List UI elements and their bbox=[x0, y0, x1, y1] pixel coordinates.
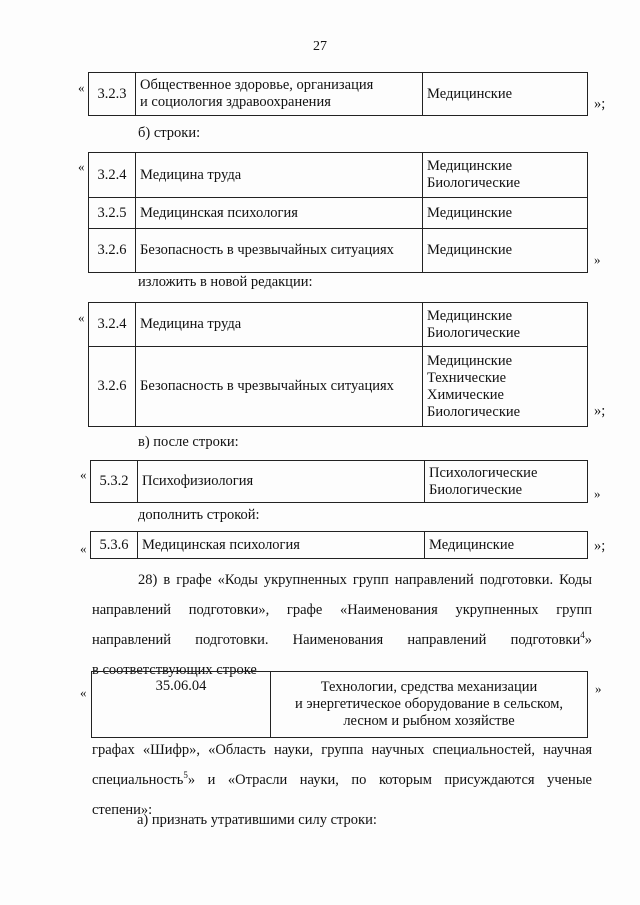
table-block-4 bbox=[90, 460, 588, 503]
row-fields bbox=[423, 153, 588, 198]
paragraph-text: » и «Отрасли науки, по которым присуждаются ученые bbox=[187, 772, 592, 788]
open-quote: « bbox=[78, 310, 85, 325]
paragraph-text: направлений подготовки. Наименования направлений подготовки bbox=[92, 632, 581, 648]
row-field: Биологические bbox=[429, 481, 523, 498]
row-field: Медицинские bbox=[427, 352, 513, 369]
table-row bbox=[89, 198, 588, 229]
table-row bbox=[89, 73, 588, 116]
row-code: 5.3.6 bbox=[91, 532, 138, 559]
close-quote: » bbox=[595, 681, 602, 696]
row-code: 35.06.04 bbox=[92, 672, 271, 738]
table-row bbox=[91, 461, 588, 503]
row-name-line: и социология здравоохранения bbox=[140, 94, 331, 110]
row-code: 3.2.5 bbox=[89, 198, 136, 229]
row-field: Биологические bbox=[427, 175, 521, 191]
paragraph-line bbox=[92, 625, 592, 655]
row-name: Психофизиология bbox=[138, 461, 425, 503]
row-code: 5.3.2 bbox=[91, 461, 138, 503]
row-field: Медицинские bbox=[427, 158, 513, 174]
row-field: Медицинские bbox=[423, 229, 588, 273]
row-name: Медицина труда bbox=[136, 303, 423, 347]
paragraph-line: 28) в графе «Коды укрупненных групп направлений подготовки. Коды bbox=[138, 572, 592, 588]
open-quote: « bbox=[80, 685, 87, 700]
close-quote: » bbox=[594, 252, 601, 267]
row-name-line: Технологии, средства механизации bbox=[320, 679, 538, 695]
table-block-1 bbox=[88, 72, 588, 116]
close-quote: »; bbox=[594, 538, 606, 554]
row-name-line: Общественное здоровье, организация bbox=[140, 77, 374, 93]
table-row bbox=[91, 532, 588, 559]
close-quote: »; bbox=[594, 96, 606, 112]
paragraph-line: в соответствующих строке bbox=[92, 662, 257, 678]
row-field: Химические bbox=[427, 386, 504, 403]
row-name-line: лесном и рыбном хозяйстве bbox=[343, 713, 515, 729]
table-row bbox=[89, 347, 588, 427]
open-quote: « bbox=[78, 159, 85, 174]
row-code: 3.2.3 bbox=[89, 73, 136, 116]
row-name-line: и энергетическое оборудование в сельском, bbox=[294, 696, 564, 712]
row-code: 3.2.6 bbox=[89, 347, 136, 427]
label-b: б) строки: bbox=[138, 125, 201, 141]
row-fields bbox=[423, 73, 588, 116]
row-name bbox=[136, 73, 423, 116]
table-row bbox=[89, 153, 588, 198]
row-field: Психологические bbox=[429, 464, 538, 481]
table-block-5 bbox=[90, 531, 588, 559]
footnote-ref: 4 bbox=[580, 630, 585, 640]
row-field: Медицинские bbox=[423, 198, 588, 229]
row-fields bbox=[425, 461, 588, 503]
paragraph-text: » bbox=[584, 632, 592, 648]
row-code: 3.2.6 bbox=[89, 229, 136, 273]
footnote-ref: 5 bbox=[183, 770, 188, 780]
row-name: Медицинская психология bbox=[136, 198, 423, 229]
paragraph-line: направлений подготовки», графе «Наименования укрупненных групп bbox=[92, 602, 592, 618]
table-row bbox=[89, 229, 588, 273]
label-v: в) после строки: bbox=[138, 434, 239, 450]
row-field: Медицинские bbox=[425, 532, 588, 559]
label-new-edition: изложить в новой редакции: bbox=[138, 274, 313, 290]
close-quote: »; bbox=[594, 403, 606, 419]
row-fields bbox=[423, 303, 588, 347]
paragraph-text: специальность bbox=[92, 772, 184, 788]
row-name: Безопасность в чрезвычайных ситуациях bbox=[136, 229, 423, 273]
row-field: Технические bbox=[427, 369, 507, 386]
row-field: Медицинские bbox=[427, 85, 513, 102]
open-quote: « bbox=[80, 541, 87, 556]
open-quote: « bbox=[80, 467, 87, 482]
paragraph-line: степени»: bbox=[92, 802, 153, 818]
row-code: 3.2.4 bbox=[89, 153, 136, 198]
row-field: Биологические bbox=[427, 403, 521, 420]
label-add: дополнить строкой: bbox=[138, 507, 260, 523]
label-a: а) признать утратившими силу строки: bbox=[137, 812, 377, 828]
table-block-2 bbox=[88, 152, 588, 273]
paragraph-line bbox=[92, 765, 592, 795]
open-quote: « bbox=[78, 80, 85, 95]
row-name: Медицинская психология bbox=[138, 532, 425, 559]
row-code: 3.2.4 bbox=[89, 303, 136, 347]
row-name: Безопасность в чрезвычайных ситуациях bbox=[136, 347, 423, 427]
table-block-6 bbox=[91, 671, 588, 738]
row-fields bbox=[423, 347, 588, 427]
table-row bbox=[89, 303, 588, 347]
paragraph-28 bbox=[92, 565, 592, 685]
row-field: Медицинские bbox=[427, 307, 513, 324]
row-name: Медицина труда bbox=[136, 153, 423, 198]
page-number: 27 bbox=[313, 39, 327, 54]
table-block-3 bbox=[88, 302, 588, 427]
row-name bbox=[271, 672, 588, 738]
table-row bbox=[92, 672, 588, 738]
close-quote: » bbox=[594, 486, 601, 501]
paragraph-line: графах «Шифр», «Область науки, группа научных специальностей, научная bbox=[92, 742, 592, 758]
row-field: Биологические bbox=[427, 324, 521, 341]
